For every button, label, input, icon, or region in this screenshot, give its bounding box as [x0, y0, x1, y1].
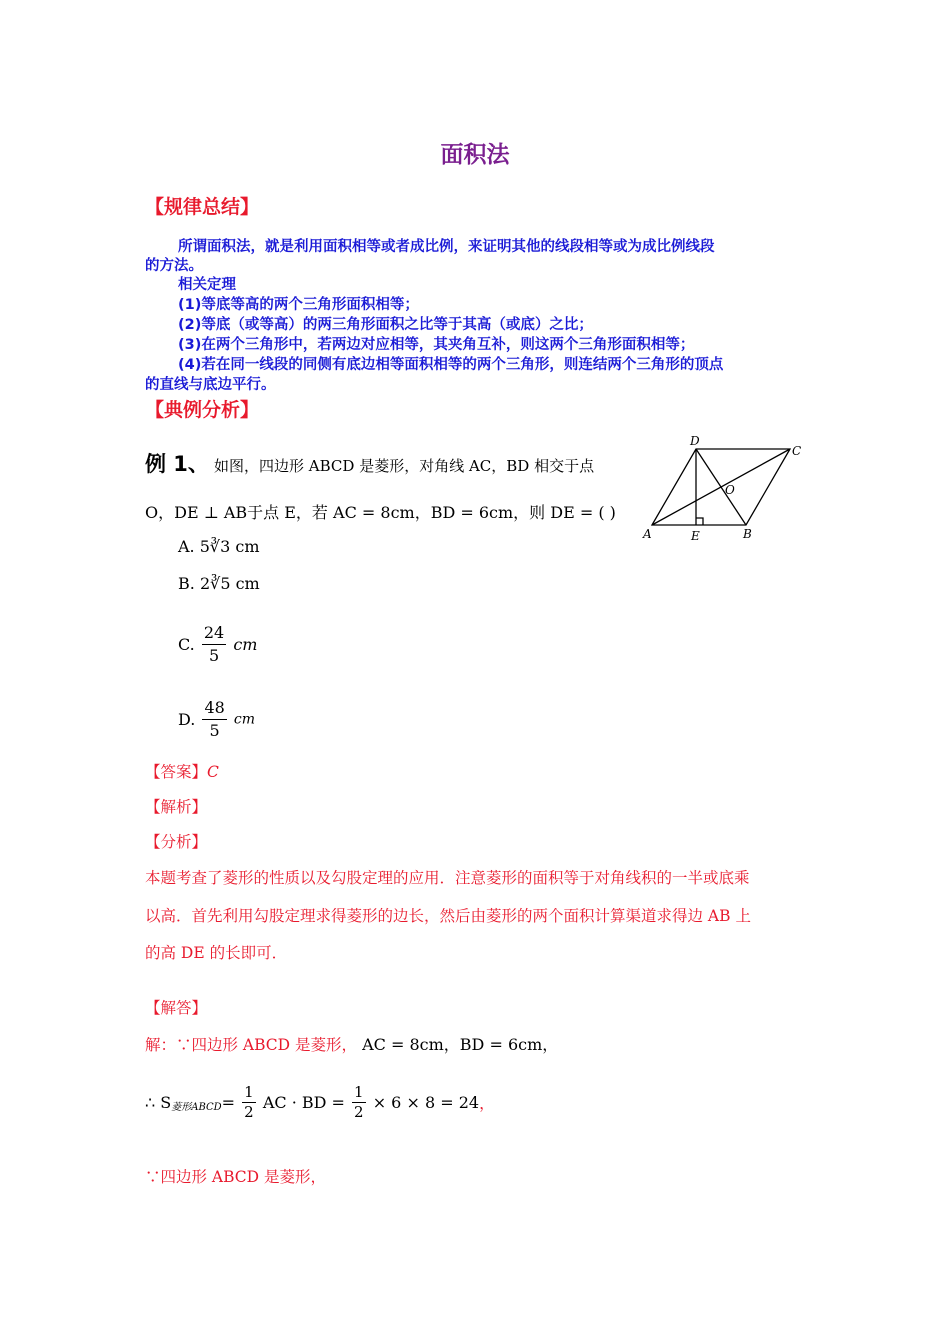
fenxi-line2: 以高．首先利用勾股定理求得菱形的边长，然后由菱形的两个面积计算渠道求得边 AB 上	[145, 907, 751, 925]
label-c: C	[792, 444, 802, 458]
option-b-value: 2∛5 cm	[199, 574, 260, 593]
section-rules-heading: 【规律总结】	[145, 196, 260, 218]
label-o: O	[725, 483, 735, 497]
solution-line1-prefix: 解：∵四边形 ABCD 是菱形，	[145, 1036, 358, 1054]
option-c-label: C.	[178, 635, 195, 654]
theorem-2: (2)等底（或等高）的两三角形面积之比等于其高（或底）之比；	[178, 317, 593, 333]
theorem-3: (3)在两个三角形中，若两边对应相等，其夹角互补，则这两个三角形面积相等；	[178, 337, 695, 353]
solution-line2	[145, 1083, 495, 1122]
fenxi-label: 【分析】	[145, 833, 208, 851]
option-d-unit: cm	[233, 711, 256, 728]
question-text-line2: O，DE ⊥ AB于点 E，若 AC = 8cm，BD = 6cm，则 DE = ( )	[145, 503, 616, 522]
rules-intro-line1: 所谓面积法，就是利用面积相等或者成比例，来证明其他的线段相等或为成比例线段	[178, 239, 715, 255]
right-angle-mark	[696, 518, 703, 525]
theorem-1: (1)等底等高的两个三角形面积相等；	[178, 297, 419, 313]
option-d	[178, 697, 255, 742]
option-c-denominator: 5	[208, 646, 220, 665]
option-d-numerator: 48	[202, 697, 226, 720]
answer-label: 【答案】	[145, 763, 208, 781]
answer-line	[145, 760, 219, 782]
option-b-label: B.	[178, 574, 195, 593]
section-examples-heading: 【典例分析】	[145, 399, 260, 421]
label-a: A	[643, 527, 652, 541]
theorem-4-line1: (4)若在同一线段的同侧有底边相等面积相等的两个三角形，则连结两个三角形的顶点	[178, 357, 724, 373]
option-b	[178, 574, 260, 593]
option-c-numerator: 24	[202, 622, 226, 645]
half-fraction-1	[242, 1083, 256, 1122]
example-1-question-line1	[145, 448, 594, 478]
page-title: 面积法	[440, 142, 510, 168]
label-b: B	[743, 527, 752, 541]
half-fraction-2	[352, 1083, 366, 1122]
option-c-unit: cm	[233, 635, 258, 654]
label-e: E	[691, 529, 700, 543]
analysis-label: 【解析】	[145, 798, 208, 816]
solution-line2-tail: × 6 × 8 = 24	[372, 1093, 480, 1112]
example-label: 例 1、	[145, 452, 209, 476]
option-a-value: 5∛3 cm	[199, 537, 260, 556]
solution-line2-eq: =	[221, 1093, 236, 1112]
half-1-denominator: 2	[244, 1103, 254, 1121]
rules-intro-line2: 的方法。	[145, 258, 203, 274]
fenxi-line3: 的高 DE 的长即可．	[145, 944, 288, 962]
option-c-fraction	[202, 622, 226, 667]
solution-line1	[145, 1032, 558, 1055]
option-d-fraction	[202, 697, 226, 742]
answer-value: C	[207, 763, 219, 781]
solution-line3: ∵四边形 ABCD 是菱形，	[145, 1168, 327, 1186]
half-1-numerator: 1	[244, 1083, 254, 1101]
rhombus-figure	[640, 430, 815, 545]
half-2-numerator: 1	[354, 1083, 364, 1101]
theorem-4-line2: 的直线与底边平行。	[145, 377, 276, 393]
question-text-line1: 如图，四边形 ABCD 是菱形，对角线 AC，BD 相交于点	[214, 457, 595, 475]
option-a-label: A.	[178, 537, 195, 556]
fenxi-line1: 本题考查了菱形的性质以及勾股定理的应用．注意菱形的面积等于对角线积的一半或底乘	[145, 869, 750, 887]
option-c	[178, 622, 257, 667]
solution-line2-subscript: 菱形ABCD	[171, 1102, 222, 1113]
label-d: D	[690, 434, 700, 448]
half-2-denominator: 2	[354, 1103, 364, 1121]
jieda-label: 【解答】	[145, 999, 208, 1017]
option-a	[178, 537, 260, 556]
option-d-denominator: 5	[209, 721, 220, 740]
theorems-heading: 相关定理	[178, 277, 236, 293]
solution-line1-math: AC = 8cm，BD = 6cm，	[362, 1035, 559, 1054]
option-d-label: D.	[178, 710, 196, 729]
solution-line2-mid: AC · BD =	[262, 1093, 345, 1112]
diagonal-bd	[696, 449, 746, 525]
solution-line2-prefix: ∴ S	[145, 1093, 172, 1112]
solution-line2-comma: ，	[479, 1094, 495, 1113]
